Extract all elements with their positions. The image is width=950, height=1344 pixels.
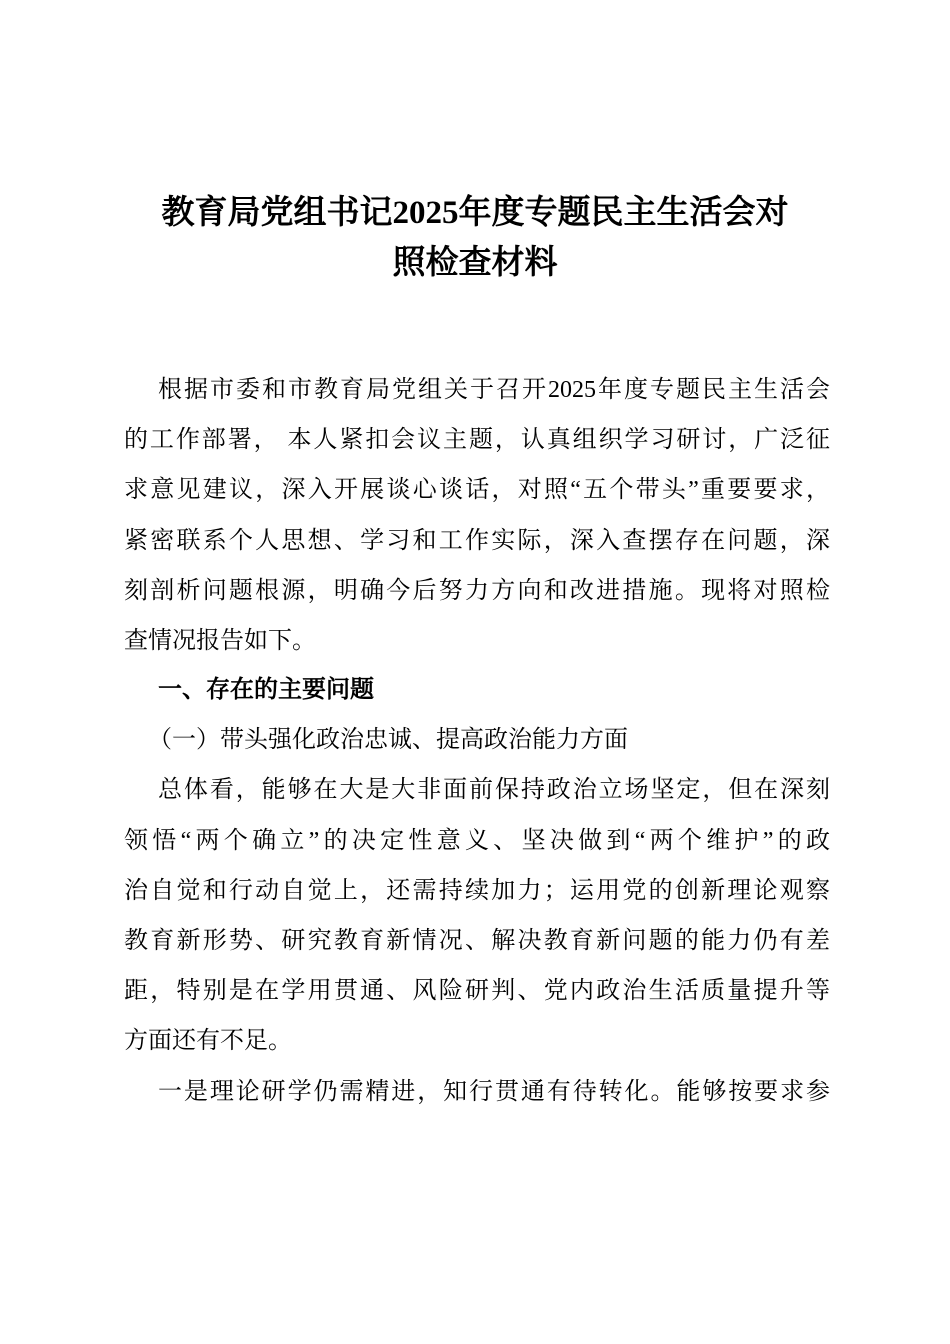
paragraph-line: 一是理论研学仍需精进，知行贯通有待转化。能够按要求参 [158,1078,830,1105]
paragraph-line: 根据市委和市教育局党组关于召开2025年度专题民主生活会 [158,377,830,403]
title-line-1: 教育局党组书记2025年度专题民主生活会对 [161,195,789,231]
subsection-heading: （一）带头强化政治忠诚、提高政治能力方面 [148,727,628,754]
section-heading: 一、存在的主要问题 [158,676,374,703]
paragraph-line: 距，特别是在学用贯通、风险研判、党内政治生活质量提升等 [124,978,830,1005]
intro-paragraph [124,365,830,666]
paragraph-line: 紧密联系个人思想、学习和工作实际，深入查摆存在问题，深 [124,527,830,554]
paragraph-line: 查情况报告如下。 [124,627,316,654]
title-line-2: 照检查材料 [392,245,558,281]
paragraph-line: 治自觉和行动自觉上，还需持续加力；运用党的创新理论观察 [124,877,830,904]
paragraph-line: 刻剖析问题根源，明确今后努力方向和改进措施。现将对照检 [124,577,830,604]
section-1 [124,665,830,1117]
document-title [120,188,830,288]
paragraph-line: 的工作部署， 本人紧扣会议主题，认真组织学习研讨，广泛征 [124,427,830,454]
paragraph-line: 领悟“两个确立”的决定性意义、坚决做到“两个维护”的政 [124,827,830,854]
paragraph-line: 方面还有不足。 [124,1028,292,1055]
paragraph-line: 总体看，能够在大是大非面前保持政治立场坚定，但在深刻 [158,777,830,804]
paragraph-line: 教育新形势、研究教育新情况、解决教育新问题的能力仍有差 [124,927,830,954]
paragraph-line: 求意见建议，深入开展谈心谈话，对照“五个带头”重要要求， [124,477,830,504]
